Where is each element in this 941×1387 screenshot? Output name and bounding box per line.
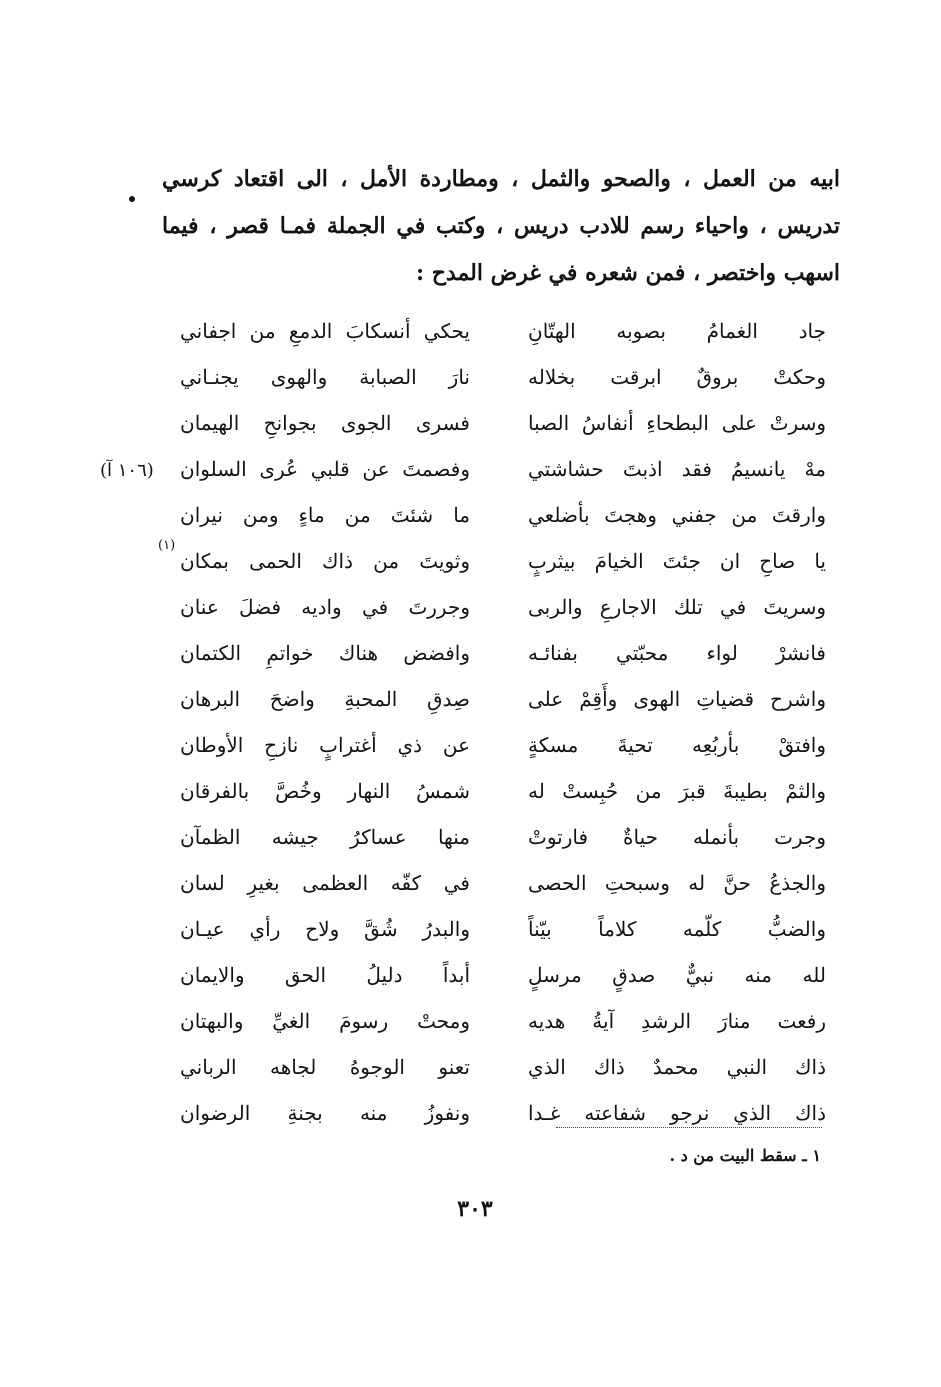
prose-line: اسهب واختصر ، فمن شعره في غرض المدح : [415, 260, 840, 286]
verse-second-hemistich: صِدقِ المحبةِ واضحَ البرهان [180, 687, 470, 711]
footnote-separator [556, 1127, 822, 1128]
verse-first-hemistich: وجرت بأنمله حياةٌ فارتوتْ [528, 825, 826, 849]
poem-verse [150, 1044, 826, 1090]
poem-verse [150, 1090, 826, 1136]
verse-second-hemistich: في كفّه العظمى بغيرِ لسان [180, 871, 470, 895]
poem-verse [150, 768, 826, 814]
verse-second-hemistich: منها عساكرُ جيشه الظمآن [180, 825, 470, 849]
verse-second-hemistich: شمسُ النهار وخُصَّ بالفرقان [180, 779, 470, 803]
poem-verse [150, 630, 826, 676]
footnote: ١ ـ سقط البيت من د . [669, 1146, 821, 1165]
verse-second-hemistich: وافضض هناك خواتمِ الكتمان [180, 641, 470, 665]
verse-second-hemistich: نارَ الصبابة والهوى يجنـاني [180, 365, 470, 389]
verse-second-hemistich: ونفوزُ منه بجنةِ الرضوان [180, 1101, 470, 1125]
poem-verse [150, 492, 826, 538]
poem-verse [150, 676, 826, 722]
poem-verse [150, 722, 826, 768]
poem-verse [150, 446, 826, 492]
verse-first-hemistich: وافتقْ بأربُعِه تحيةَ مسكةٍ [528, 733, 826, 757]
verse-second-hemistich: يحكي أنسكابَ الدمعِ من اجفاني [180, 319, 470, 343]
poem-verse [150, 998, 826, 1044]
verse-first-hemistich: وحكتْ بروقٌ ابرقت بخلاله [528, 365, 826, 389]
verse-first-hemistich: ذاك الذي نرجو شفاعته غـدا [528, 1101, 826, 1125]
verse-first-hemistich: واشرح قضياتِ الهوى وأَقِمْ على [528, 687, 826, 711]
verse-second-hemistich: أبداً دليلُ الحق والايمان [180, 963, 470, 987]
verse-first-hemistich: والضبُّ كلّمه كلاماً بيّناً [528, 917, 826, 941]
footnote-reference: (١) [158, 538, 176, 553]
page-number: ٣٠٣ [457, 1196, 493, 1222]
verse-second-hemistich: ما شئتَ من ماءٍ ومن نيران [180, 503, 470, 527]
margin-dot [129, 196, 135, 202]
verse-first-hemistich: ذاك النبي محمدٌ ذاك الذي [528, 1055, 826, 1079]
verse-second-hemistich: وجررتَ في واديه فضلَ عنان [180, 595, 470, 619]
poem-verse [150, 584, 826, 630]
poem-verse [150, 952, 826, 998]
verse-first-hemistich: والجذعُ حنَّ له وسبحتِ الحصى [528, 871, 826, 895]
verse-first-hemistich: يا صاحِ ان جئتَ الخيامَ بيثربٍ [528, 549, 826, 573]
poem-verse [150, 400, 826, 446]
poem-verse [150, 308, 826, 354]
verse-first-hemistich: رفعت منارَ الرشدِ آيةُ هديه [528, 1009, 826, 1033]
verse-second-hemistich: وفصمتَ عن قلبي عُرى السلوان [180, 457, 470, 481]
prose-line: ابيه من العمل ، والصحو والثمل ، ومطاردة الأمل ، الى اقتعاد كرسي [162, 166, 840, 192]
verse-first-hemistich: جاد الغمامُ بصوبه الهتّانِ [528, 319, 826, 343]
verse-first-hemistich: وسريتَ في تلك الاجارعِ والربى [528, 595, 826, 619]
verse-first-hemistich: وسرتْ على البطحاءِ أنفاسُ الصبا [528, 411, 826, 435]
poem [150, 308, 826, 1125]
poem-verse [150, 906, 826, 952]
verse-first-hemistich: لله منه نبيٌّ صدقٍ مرسلٍ [528, 963, 826, 987]
poem-verse [150, 538, 826, 584]
poem-verse [150, 354, 826, 400]
prose-line: تدريس ، واحياء رسم للادب دريس ، وكتب في الجملة فمـا قصر ، فيما [162, 213, 840, 239]
verse-second-hemistich: فسرى الجوى بجوانحِ الهيمان [180, 411, 470, 435]
verse-first-hemistich: وارقتَ من جفني وهجتَ بأضلعي [528, 503, 826, 527]
verse-first-hemistich: والثمْ بطيبةَ قبرَ من حُبِستْ له [528, 779, 826, 803]
verse-second-hemistich: وثويتَ من ذاك الحمى بمكان [180, 549, 470, 573]
poem-verse [150, 814, 826, 860]
verse-second-hemistich: تعنو الوجوهُ لجاهه الرباني [180, 1055, 470, 1079]
prose-paragraph [162, 156, 840, 297]
verse-second-hemistich: عن ذي أغترابٍ نازحِ الأوطان [180, 733, 470, 757]
verse-first-hemistich: مهْ يانسيمُ فقد اذبتَ حشاشتي [528, 457, 826, 481]
verse-first-hemistich: فانشرْ لواء محبّتي بفنائـه [528, 641, 826, 665]
verse-second-hemistich: ومحتْ رسومَ الغيِّ والبهتان [180, 1009, 470, 1033]
poem-verse [150, 860, 826, 906]
verse-second-hemistich: والبدرُ شُقَّ ولاح رأي عيـان [180, 917, 470, 941]
manuscript-folio-note: (١٠٦ آ) [100, 460, 154, 481]
